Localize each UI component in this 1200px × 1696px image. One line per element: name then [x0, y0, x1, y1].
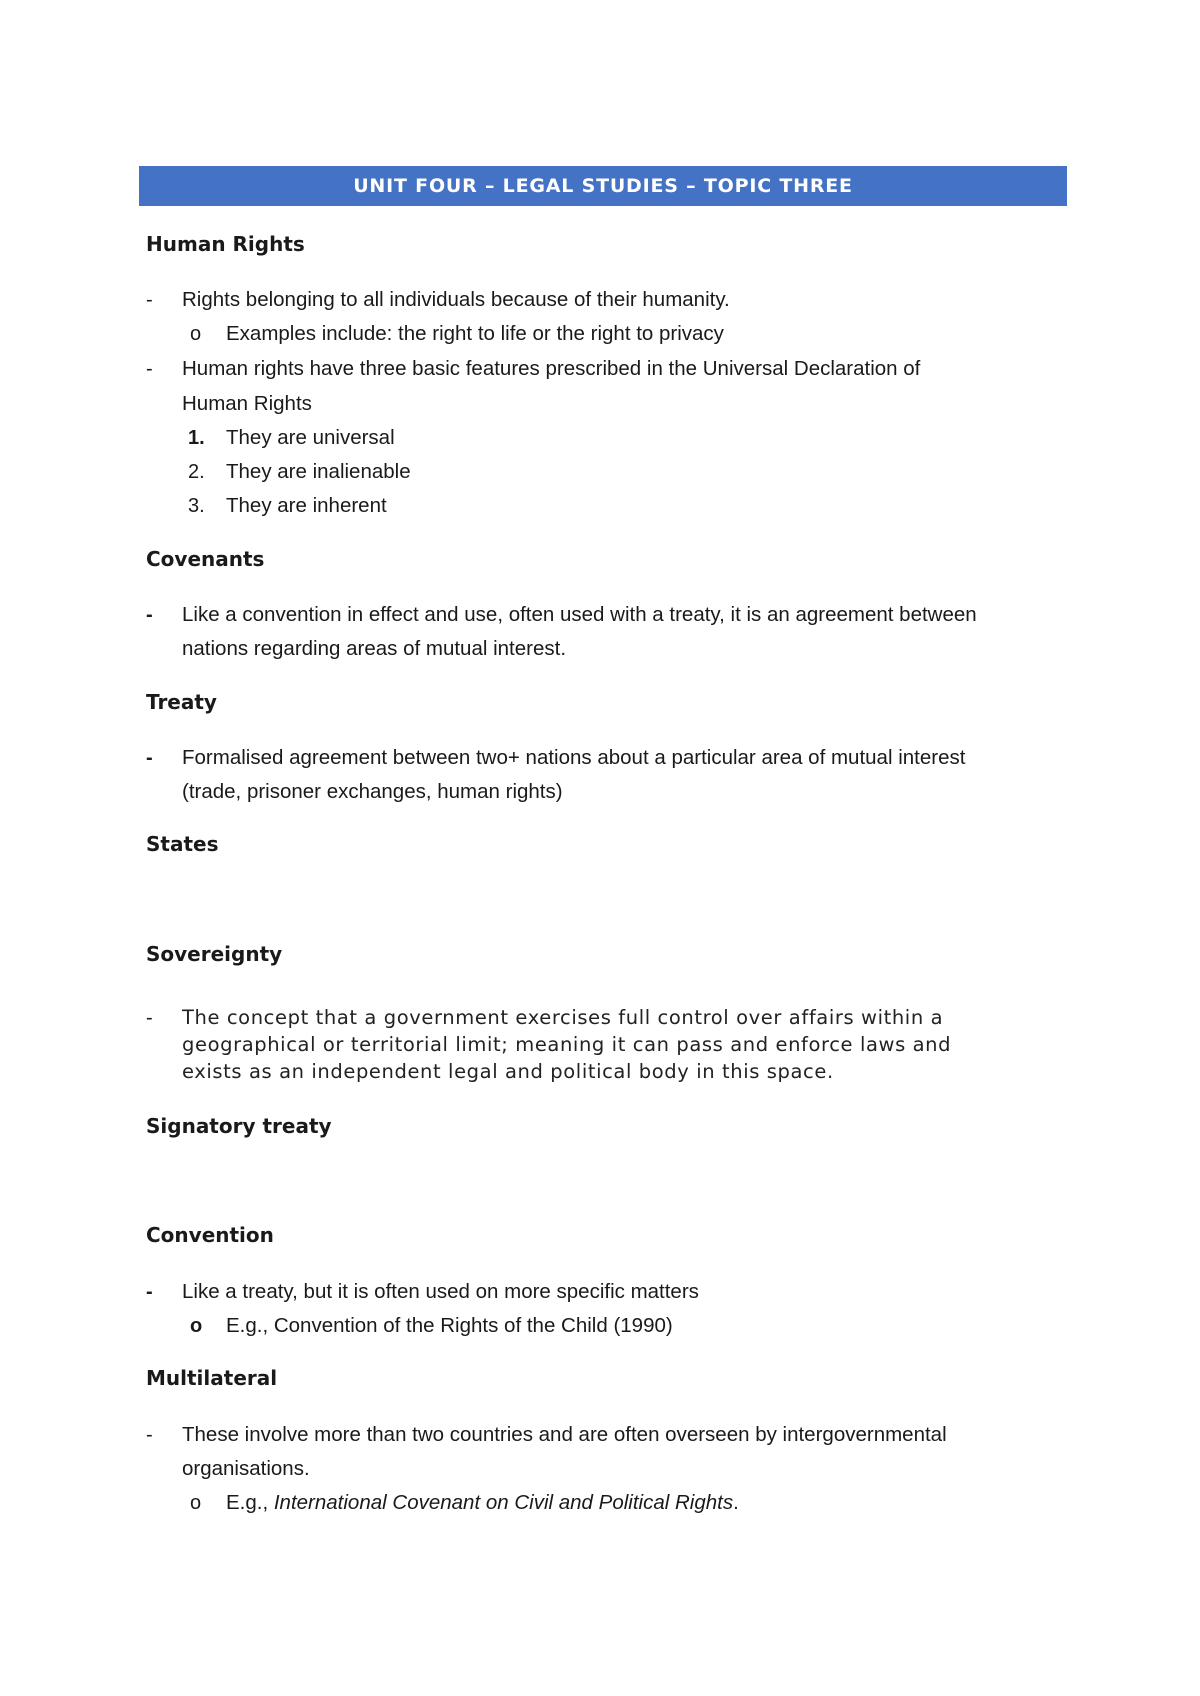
feature-item: They are inalienable [226, 460, 411, 483]
heading-multilateral: Multilateral [146, 1366, 278, 1390]
covenants-definition-line1: Like a convention in effect and use, often used with a treaty, it is an agreement between [182, 603, 977, 626]
unit-title-banner [139, 166, 1067, 206]
bullet-dash: - [146, 1281, 153, 1303]
list-number: 1. [188, 427, 205, 449]
bullet-dash: - [146, 747, 153, 769]
bullet-circle: o [190, 323, 202, 345]
multilateral-example [226, 1491, 739, 1515]
heading-treaty: Treaty [146, 690, 217, 714]
unit-title: UNIT FOUR – LEGAL STUDIES – TOPIC THREE [353, 175, 853, 197]
list-number: 3. [188, 495, 205, 517]
multilateral-definition-line2: organisations. [182, 1457, 310, 1480]
iccpr-title: International Covenant on Civil and Political Rights [273, 1491, 734, 1514]
bullet-circle: o [190, 1315, 203, 1337]
treaty-definition-line2: (trade, prisoner exchanges, human rights) [182, 780, 563, 803]
heading-convention: Convention [146, 1223, 274, 1247]
bullet-dash: - [146, 358, 153, 380]
feature-item: They are universal [226, 426, 395, 449]
bullet-dash: - [146, 604, 153, 626]
heading-human-rights: Human Rights [146, 232, 305, 256]
sovereignty-definition-line2: geographical or territorial limit; meaning it can pass and enforce laws and [182, 1033, 952, 1056]
bullet-dash: - [146, 1424, 153, 1446]
convention-example: E.g., Convention of the Rights of the Child (1990) [226, 1314, 673, 1337]
example-prefix: E.g., [226, 1491, 274, 1514]
example-suffix: . [733, 1491, 739, 1514]
treaty-definition-line1: Formalised agreement between two+ nations about a particular area of mutual interest [182, 746, 966, 769]
human-rights-features-line2: Human Rights [182, 392, 312, 415]
list-number: 2. [188, 461, 205, 483]
heading-covenants: Covenants [146, 547, 265, 571]
human-rights-examples: Examples include: the right to life or the right to privacy [226, 322, 724, 345]
sovereignty-definition-line3: exists as an independent legal and political body in this space. [182, 1060, 834, 1083]
heading-states: States [146, 832, 219, 856]
multilateral-definition-line1: These involve more than two countries and are often overseen by intergovernmental [182, 1423, 947, 1446]
sovereignty-definition-line1: The concept that a government exercises full control over affairs within a [182, 1006, 944, 1029]
bullet-circle: o [190, 1492, 202, 1514]
bullet-dash: - [146, 289, 153, 311]
covenants-definition-line2: nations regarding areas of mutual interest. [182, 637, 567, 660]
bullet-dash: - [146, 1007, 153, 1029]
human-rights-definition: Rights belonging to all individuals because of their humanity. [182, 288, 730, 311]
heading-signatory-treaty: Signatory treaty [146, 1114, 332, 1138]
human-rights-features-line1: Human rights have three basic features prescribed in the Universal Declaration of [182, 357, 921, 380]
heading-sovereignty: Sovereignty [146, 942, 283, 966]
feature-item: They are inherent [226, 494, 387, 517]
convention-definition: Like a treaty, but it is often used on more specific matters [182, 1280, 699, 1303]
